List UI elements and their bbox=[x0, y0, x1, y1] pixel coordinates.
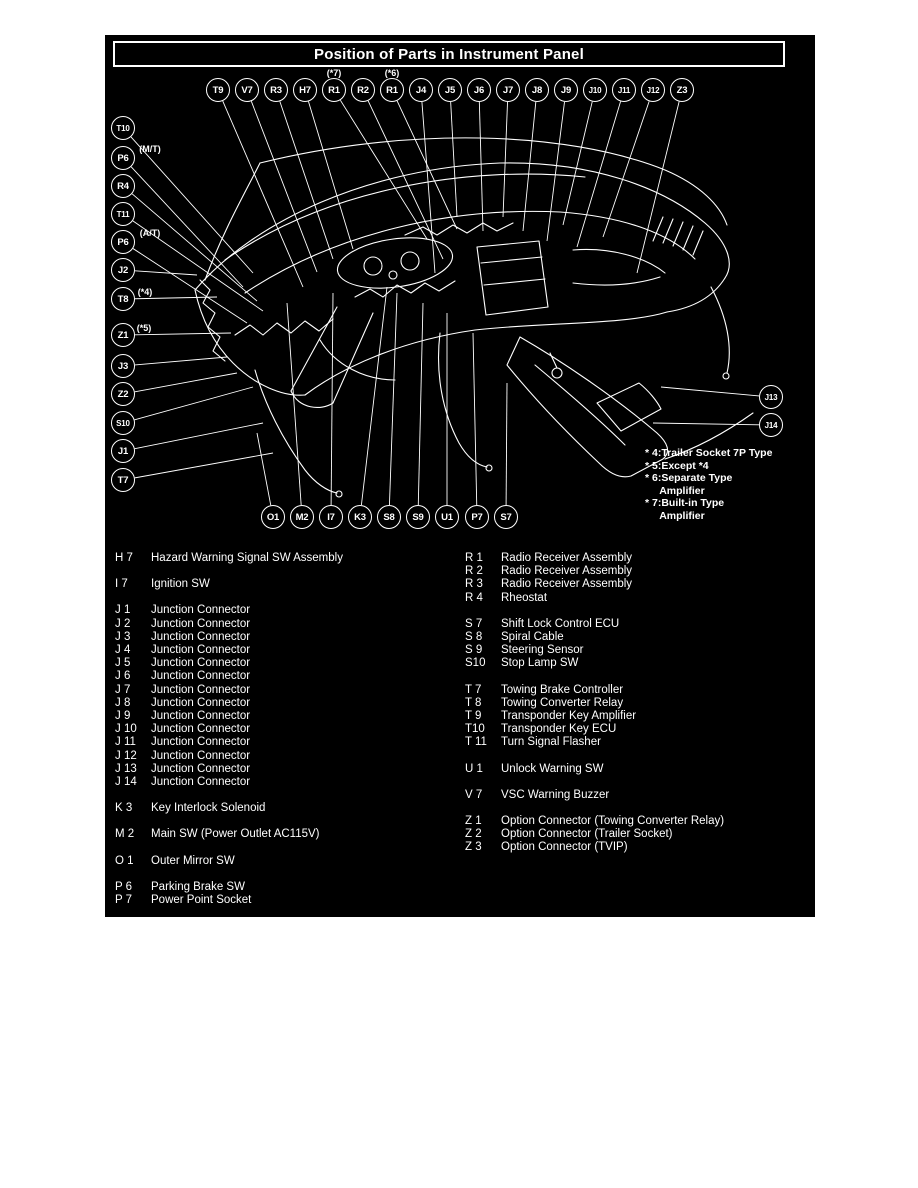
legend-label: Radio Receiver Assembly bbox=[501, 578, 633, 591]
legend-row bbox=[115, 684, 343, 697]
legend-row bbox=[115, 802, 343, 815]
legend-label: Junction Connector bbox=[151, 644, 251, 657]
legend-group bbox=[115, 578, 343, 591]
legend-group bbox=[115, 802, 343, 815]
legend-group bbox=[115, 881, 343, 907]
callout-j14: J14 bbox=[759, 413, 783, 437]
legend-row bbox=[465, 841, 724, 854]
legend-code: M 2 bbox=[115, 828, 135, 841]
legend-row bbox=[465, 828, 724, 841]
callout-j6: J6 bbox=[467, 78, 491, 102]
legend-row bbox=[465, 592, 724, 605]
footnote-line: Amplifier bbox=[645, 509, 705, 522]
legend-code: R 3 bbox=[465, 578, 483, 591]
legend-code: U 1 bbox=[465, 762, 483, 775]
legend-code: T 9 bbox=[465, 710, 482, 723]
legend-group bbox=[115, 552, 343, 565]
callout-j1: J1 bbox=[111, 439, 135, 463]
callout-j11: J11 bbox=[612, 78, 636, 102]
legend-code: H 7 bbox=[115, 552, 133, 564]
legend-label: Radio Receiver Assembly bbox=[501, 565, 633, 578]
callout-r3: R3 bbox=[264, 78, 288, 102]
legend-group bbox=[115, 855, 343, 868]
legend-group bbox=[465, 618, 724, 671]
legend-row bbox=[465, 565, 724, 578]
legend-code: T 8 bbox=[465, 696, 482, 709]
callout-t9: T9 bbox=[206, 78, 230, 102]
legend-label: Junction Connector bbox=[151, 657, 251, 670]
callout-o1: O1 bbox=[261, 505, 285, 529]
legend-code: Z 1 bbox=[465, 815, 482, 828]
legend-row bbox=[115, 578, 343, 591]
callout-s10: S10 bbox=[111, 411, 135, 435]
legend-left-column bbox=[115, 552, 343, 920]
callout-z3: Z3 bbox=[670, 78, 694, 102]
legend-label: Towing Converter Relay bbox=[501, 696, 624, 709]
footnote-line: * 7:Built-in Type bbox=[645, 497, 725, 509]
legend-group bbox=[115, 828, 343, 841]
legend-code: R 2 bbox=[465, 565, 483, 578]
legend-row bbox=[465, 618, 724, 631]
legend-row bbox=[465, 552, 724, 565]
diagram-footnotes bbox=[645, 447, 772, 522]
legend-label: Transponder Key ECU bbox=[501, 723, 617, 736]
callout-v7: V7 bbox=[235, 78, 259, 102]
page-title: Position of Parts in Instrument Panel bbox=[314, 45, 584, 63]
footnote-line: * 6:Separate Type bbox=[645, 472, 733, 484]
footnote-line: * 4:Trailer Socket 7P Type bbox=[645, 447, 773, 459]
legend-label: Turn Signal Flasher bbox=[501, 736, 601, 749]
callout-s9: S9 bbox=[406, 505, 430, 529]
callout-k3: K3 bbox=[348, 505, 372, 529]
callout-j13: J13 bbox=[759, 385, 783, 409]
legend-label: Outer Mirror SW bbox=[151, 854, 235, 867]
callout-h7: H7 bbox=[293, 78, 317, 102]
callout-j9: J9 bbox=[554, 78, 578, 102]
legend-row bbox=[115, 552, 343, 565]
callout-r2: R2 bbox=[351, 78, 375, 102]
callout-u1: U1 bbox=[435, 505, 459, 529]
callout-j3: J3 bbox=[111, 354, 135, 378]
legend-code: S 8 bbox=[465, 631, 483, 644]
legend-label: Hazard Warning Signal SW Assembly bbox=[151, 552, 343, 564]
legend-label: Parking Brake SW bbox=[151, 880, 245, 893]
legend-label: Junction Connector bbox=[151, 617, 251, 630]
legend-code: J 14 bbox=[115, 776, 137, 789]
legend-row bbox=[115, 776, 343, 789]
callout-tag: (A/T) bbox=[139, 228, 161, 238]
legend-row bbox=[465, 736, 724, 749]
callout-p7: P7 bbox=[465, 505, 489, 529]
legend-group bbox=[115, 604, 343, 789]
callout-i7: I7 bbox=[319, 505, 343, 529]
legend-code: J 10 bbox=[115, 723, 137, 736]
callout-j8: J8 bbox=[525, 78, 549, 102]
legend-row bbox=[115, 855, 343, 868]
legend-label: Spiral Cable bbox=[501, 631, 564, 644]
legend-code: R 4 bbox=[465, 591, 483, 604]
instrument-panel-figure bbox=[105, 35, 815, 917]
legend-row bbox=[465, 578, 724, 591]
callout-j2: J2 bbox=[111, 258, 135, 282]
legend-label: Option Connector (TVIP) bbox=[501, 841, 628, 854]
callout-t10: T10 bbox=[111, 116, 135, 140]
legend-code: J 12 bbox=[115, 749, 137, 762]
callout-t7: T7 bbox=[111, 468, 135, 492]
legend-row bbox=[115, 644, 343, 657]
legend-row bbox=[115, 894, 343, 907]
legend-row bbox=[465, 697, 724, 710]
legend-code: K 3 bbox=[115, 802, 133, 815]
footnote-line: * 5:Except *4 bbox=[645, 459, 709, 472]
legend-label: Key Interlock Solenoid bbox=[151, 802, 266, 815]
legend-row bbox=[465, 684, 724, 697]
legend-row bbox=[115, 631, 343, 644]
legend-code: J 7 bbox=[115, 683, 131, 696]
legend-code: T 11 bbox=[465, 736, 487, 749]
legend-row bbox=[465, 723, 724, 736]
legend-label: Transponder Key Amplifier bbox=[501, 710, 637, 723]
legend-row bbox=[115, 763, 343, 776]
legend-row bbox=[115, 881, 343, 894]
legend-code: J 6 bbox=[115, 670, 131, 683]
legend-row bbox=[115, 710, 343, 723]
legend-code: J 2 bbox=[115, 617, 131, 630]
legend-row bbox=[465, 657, 724, 670]
legend-label: Option Connector (Towing Converter Relay) bbox=[501, 815, 725, 828]
legend-row bbox=[115, 670, 343, 683]
callout-j7: J7 bbox=[496, 78, 520, 102]
callout-tag: (*5) bbox=[136, 323, 152, 333]
callout-tag: (*4) bbox=[137, 287, 153, 297]
legend-group bbox=[465, 552, 724, 605]
legend-label: Junction Connector bbox=[151, 710, 251, 723]
legend-label: Rheostat bbox=[501, 591, 548, 604]
legend-code: J 5 bbox=[115, 657, 131, 670]
legend-code: I 7 bbox=[115, 578, 128, 591]
callout-t8: T8 bbox=[111, 287, 135, 311]
legend-label: Junction Connector bbox=[151, 762, 251, 775]
legend-code: J 3 bbox=[115, 630, 131, 643]
callout-j5: J5 bbox=[438, 78, 462, 102]
callout-tag: (*7) bbox=[326, 68, 342, 78]
legend-code: J 9 bbox=[115, 710, 131, 723]
legend-label: Ignition SW bbox=[151, 578, 210, 591]
callout-p6: P6 bbox=[111, 146, 135, 170]
legend-label: VSC Warning Buzzer bbox=[501, 788, 610, 801]
callout-r1: R1 bbox=[380, 78, 404, 102]
legend-label: Junction Connector bbox=[151, 683, 251, 696]
legend-code: O 1 bbox=[115, 854, 134, 867]
legend-code: S 7 bbox=[465, 617, 483, 630]
legend-code: J 1 bbox=[115, 604, 131, 617]
legend-code: J 13 bbox=[115, 762, 137, 775]
legend-label: Junction Connector bbox=[151, 670, 251, 683]
callout-j12: J12 bbox=[641, 78, 665, 102]
legend-row bbox=[115, 657, 343, 670]
callout-p6: P6 bbox=[111, 230, 135, 254]
callout-r1: R1 bbox=[322, 78, 346, 102]
legend-row bbox=[465, 631, 724, 644]
callout-j10: J10 bbox=[583, 78, 607, 102]
legend-label: Unlock Warning SW bbox=[501, 762, 604, 775]
legend-row bbox=[465, 815, 724, 828]
legend-code: P 6 bbox=[115, 880, 133, 893]
legend-label: Power Point Socket bbox=[151, 894, 252, 907]
callout-j4: J4 bbox=[409, 78, 433, 102]
legend-label: Steering Sensor bbox=[501, 644, 584, 657]
legend-label: Junction Connector bbox=[151, 749, 251, 762]
legend-label: Radio Receiver Assembly bbox=[501, 552, 633, 564]
legend-label: Stop Lamp SW bbox=[501, 657, 579, 670]
legend-label: Option Connector (Trailer Socket) bbox=[501, 828, 673, 841]
legend-code: V 7 bbox=[465, 788, 483, 801]
legend-row bbox=[115, 604, 343, 617]
legend-label: Towing Brake Controller bbox=[501, 683, 624, 696]
legend-code: S 9 bbox=[465, 644, 483, 657]
legend-code: T10 bbox=[465, 723, 485, 736]
legend-code: P 7 bbox=[115, 894, 133, 907]
callout-r4: R4 bbox=[111, 174, 135, 198]
callout-m2: M2 bbox=[290, 505, 314, 529]
legend-group bbox=[465, 684, 724, 750]
legend-code: Z 3 bbox=[465, 841, 482, 854]
callout-s7: S7 bbox=[494, 505, 518, 529]
legend-row bbox=[115, 736, 343, 749]
legend-label: Junction Connector bbox=[151, 696, 251, 709]
legend-code: R 1 bbox=[465, 552, 483, 564]
legend-code: T 7 bbox=[465, 683, 482, 696]
legend-group bbox=[465, 815, 724, 855]
legend-code: J 8 bbox=[115, 696, 131, 709]
legend-row bbox=[465, 789, 724, 802]
callout-tag: (*6) bbox=[384, 68, 400, 78]
legend-code: J 11 bbox=[115, 736, 136, 749]
legend-row bbox=[465, 763, 724, 776]
legend-row bbox=[115, 828, 343, 841]
legend-code: S10 bbox=[465, 657, 486, 670]
legend-label: Junction Connector bbox=[151, 630, 251, 643]
legend-label: Junction Connector bbox=[151, 604, 251, 617]
callout-t11: T11 bbox=[111, 202, 135, 226]
leader-lines bbox=[131, 100, 759, 505]
legend-row bbox=[115, 723, 343, 736]
legend-code: Z 2 bbox=[465, 828, 482, 841]
callout-z2: Z2 bbox=[111, 382, 135, 406]
legend-row bbox=[115, 618, 343, 631]
legend-label: Shift Lock Control ECU bbox=[501, 617, 620, 630]
legend-code: J 4 bbox=[115, 644, 131, 657]
callout-s8: S8 bbox=[377, 505, 401, 529]
footnote-line: Amplifier bbox=[645, 484, 705, 497]
callout-tag: (M/T) bbox=[139, 144, 161, 154]
legend-row bbox=[115, 750, 343, 763]
legend-label: Junction Connector bbox=[151, 723, 251, 736]
legend-label: Junction Connector bbox=[151, 776, 251, 789]
legend-group bbox=[465, 763, 724, 776]
legend-row bbox=[465, 644, 724, 657]
legend-label: Junction Connector bbox=[151, 736, 251, 749]
callout-z1: Z1 bbox=[111, 323, 135, 347]
legend-right-column bbox=[465, 552, 724, 868]
legend-row bbox=[465, 710, 724, 723]
legend-row bbox=[115, 697, 343, 710]
legend-group bbox=[465, 789, 724, 802]
legend-label: Main SW (Power Outlet AC115V) bbox=[151, 828, 320, 841]
